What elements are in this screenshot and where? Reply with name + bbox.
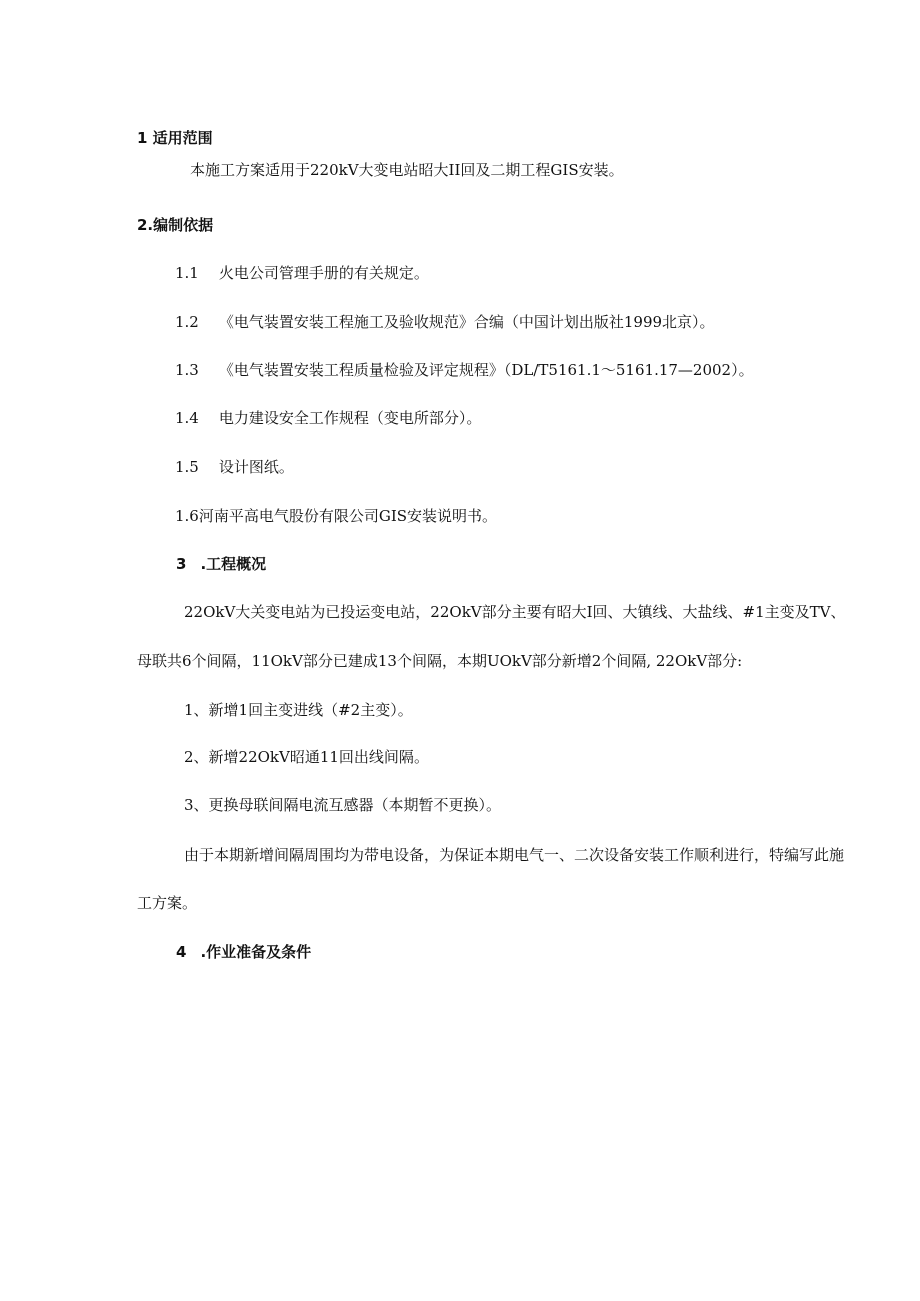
list-item xyxy=(175,457,294,477)
list-item-text: 火电公司管理手册的有关规定。 xyxy=(218,264,429,282)
list-item-text: 设计图纸。 xyxy=(218,458,294,476)
list-item xyxy=(175,312,715,332)
list-item-text: 《电气装置安装工程质量检验及评定规程》（DL/T5161.1～5161.17—2002）。 xyxy=(218,361,754,379)
section-3-paragraph-line: 母联共6个间隔，11OkV部分已建成13个间隔，本期UOkV部分新增2个间隔, 22OkV部分: xyxy=(137,652,743,670)
list-item: 2、新增22OkV昭通11回出线间隔。 xyxy=(184,748,429,766)
section-4-title: .作业准备及条件 xyxy=(200,943,312,961)
list-item-number: 1.2 xyxy=(175,313,199,331)
list-item-text: 《电气装置安装工程施工及验收规范》合编（中国计划出版社1999北京）。 xyxy=(218,313,715,331)
list-item xyxy=(175,263,429,283)
list-item-number: 1.1 xyxy=(175,264,199,282)
list-item-text: 电力建设安全工作规程（变电所部分）。 xyxy=(218,409,482,427)
list-item: 3、更换母联间隔电流互感器（本期暂不更换）。 xyxy=(184,796,502,814)
list-item-number: 1.4 xyxy=(175,409,199,427)
section-3-paragraph-line: 工方案。 xyxy=(137,894,198,912)
list-item: 1、新增1回主变进线（#2主变）。 xyxy=(184,701,413,719)
section-2-heading: 2.编制依据 xyxy=(137,216,214,234)
section-1-heading: 1 适用范围 xyxy=(137,129,213,147)
section-3-title: .工程概况 xyxy=(200,555,267,573)
section-1-paragraph: 本施工方案适用于220kV大变电站昭大II回及二期工程GIS安装。 xyxy=(190,161,624,179)
section-3-paragraph-line: 由于本期新增间隔周围均为带电设备，为保证本期电气一、二次设备安装工作顺利进行，特编写此施 xyxy=(184,846,845,864)
list-item-number: 1.3 xyxy=(175,361,199,379)
section-4-heading xyxy=(176,942,311,962)
section-3-paragraph-line: 22OkV大关变电站为已投运变电站，22OkV部分主要有昭大I回、大镇线、大盐线、#1主变及TV、 xyxy=(184,603,846,621)
list-item xyxy=(175,506,497,526)
section-3-heading xyxy=(176,554,266,574)
section-4-number: 4 xyxy=(176,943,187,961)
list-item xyxy=(175,408,481,428)
list-item xyxy=(175,360,754,380)
list-item-number: 1.5 xyxy=(175,458,199,476)
list-item-text: 1.6河南平高电气股份有限公司GIS安装说明书。 xyxy=(175,507,498,525)
section-3-number: 3 xyxy=(176,555,187,573)
